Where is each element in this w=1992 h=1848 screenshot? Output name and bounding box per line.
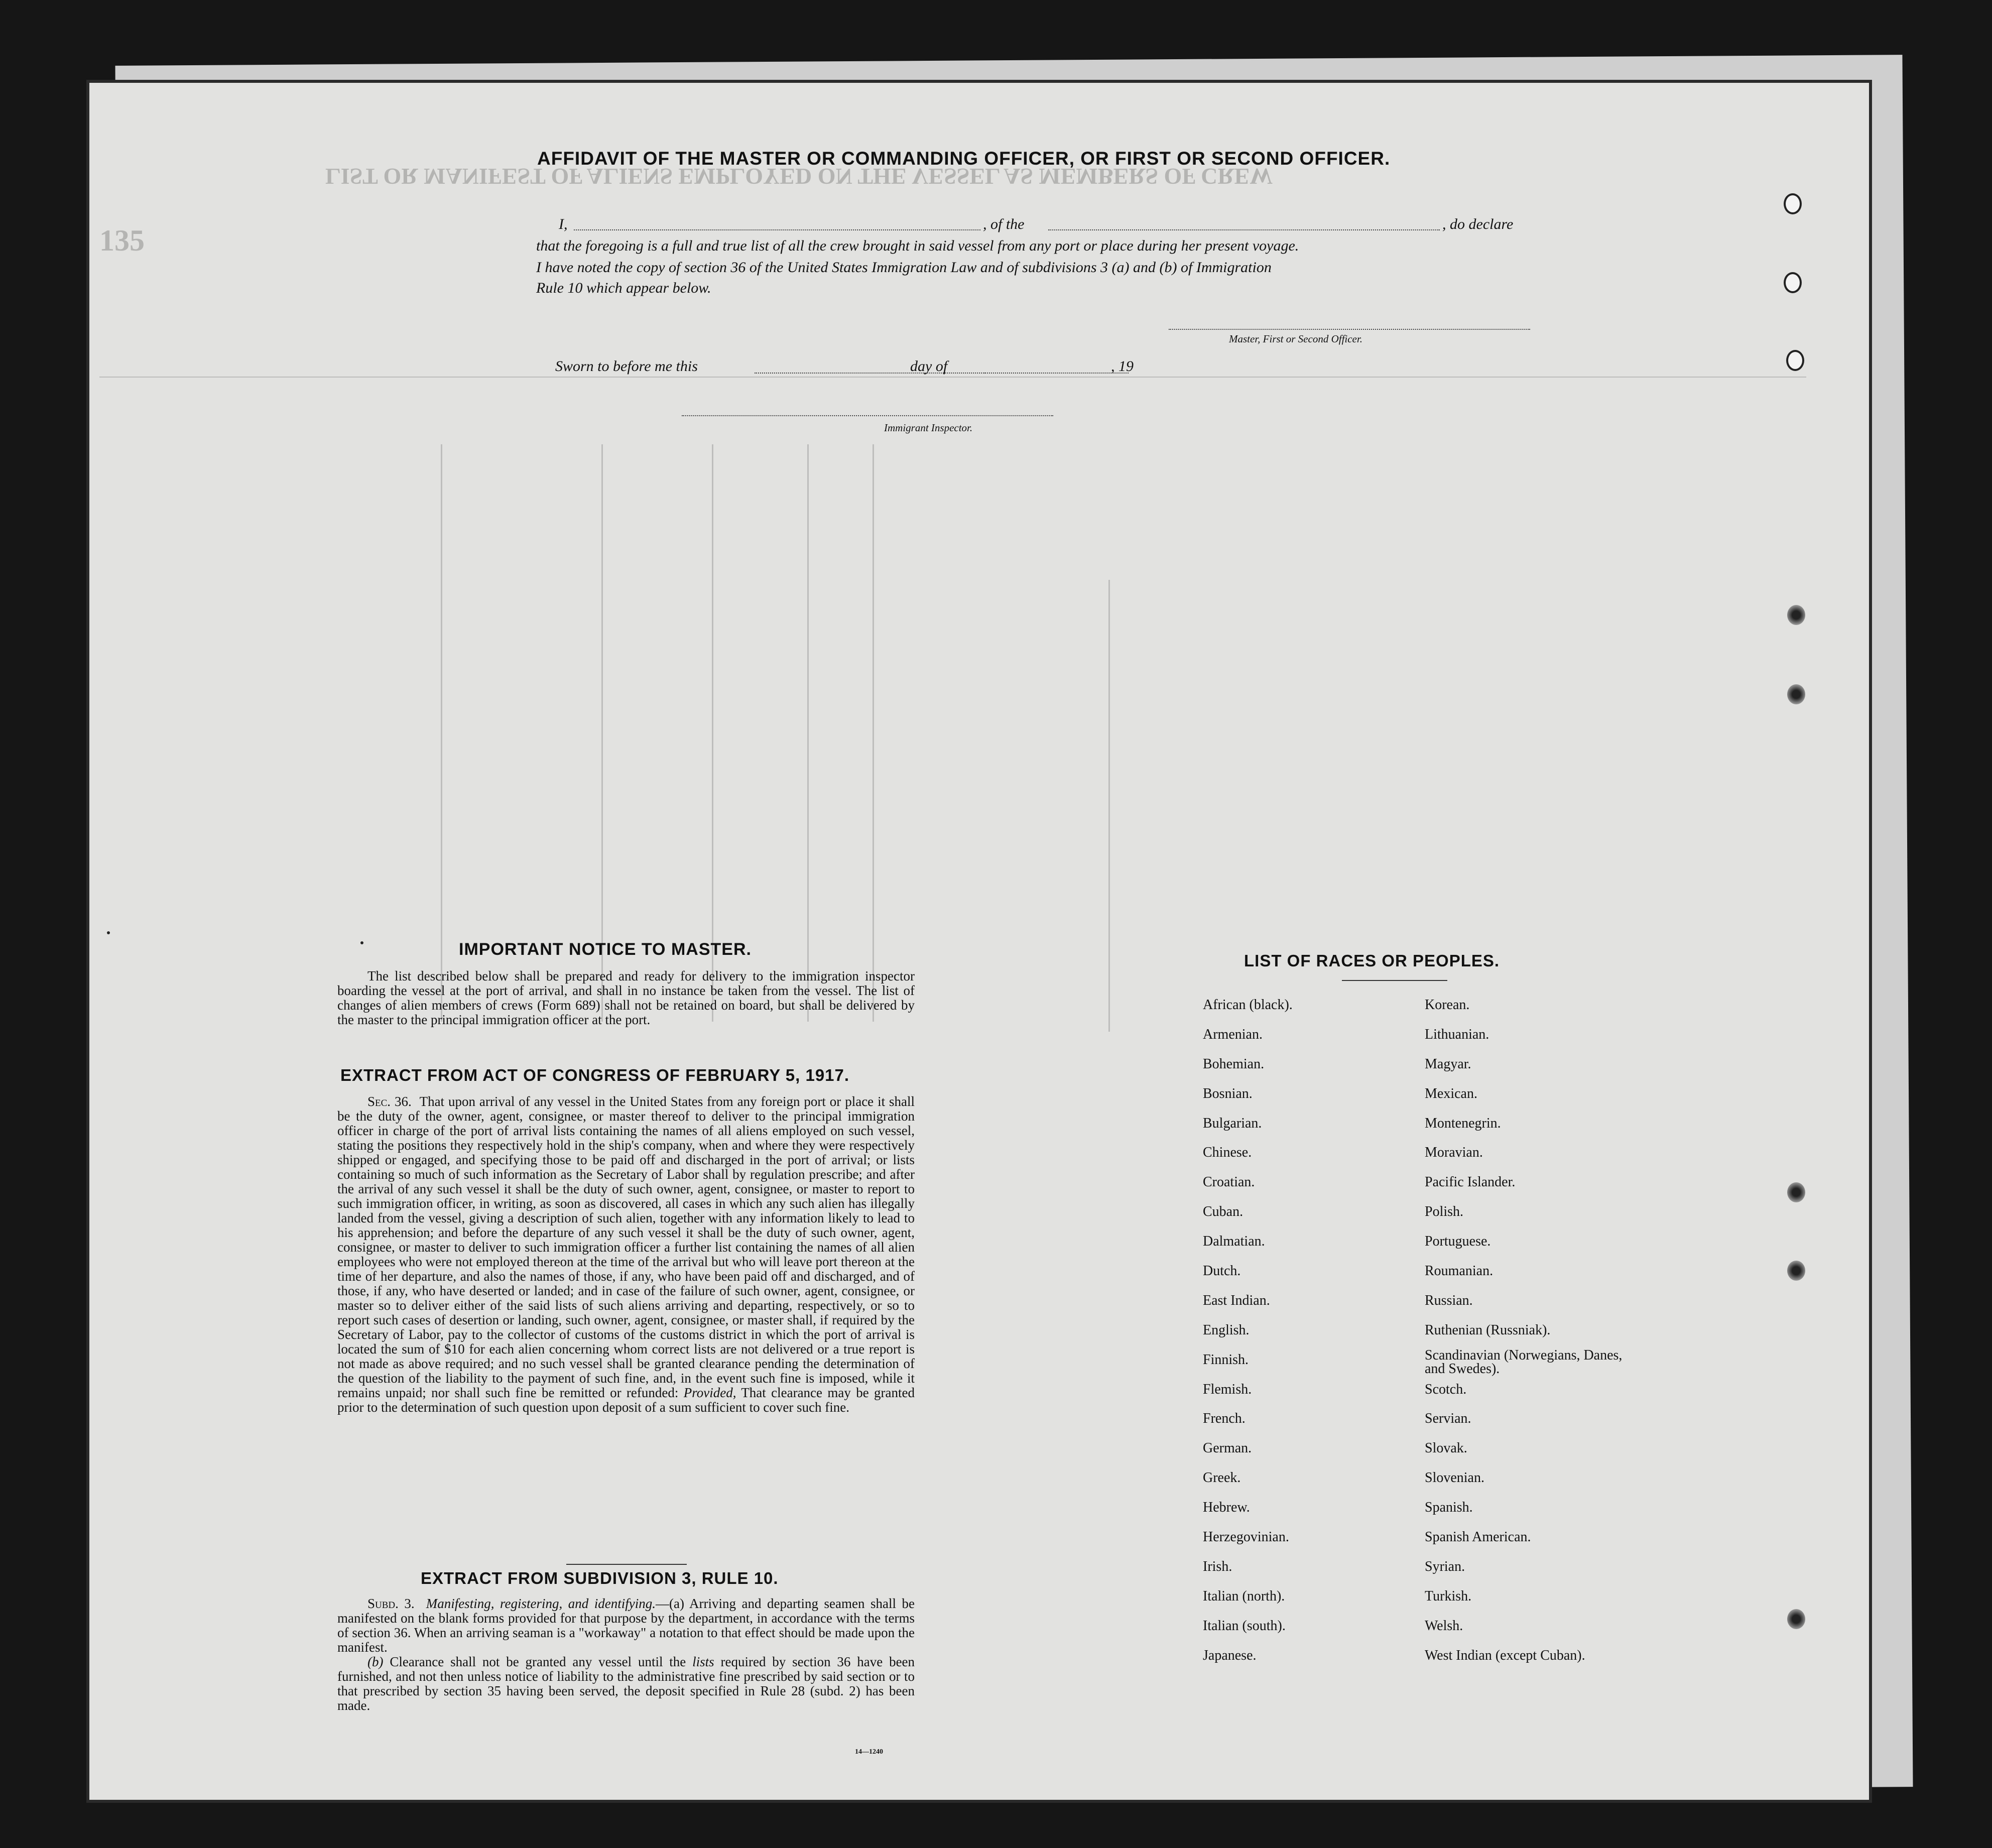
rule-text [337,1596,915,1713]
race-item: African (black). [1203,997,1293,1013]
race-item: Welsh. [1425,1618,1463,1634]
day-of-label: day of [910,358,948,375]
race-item: Finnish. [1203,1351,1249,1368]
grommet [1787,684,1805,704]
race-item: Italian (south). [1203,1618,1286,1634]
bleed-through-header: LIST OR MANIFEST OF ALIENS EMPLOYED ON THE VESSEL AS MEMBERS OF CREW [325,164,1273,189]
declaration-i: I, [559,216,568,232]
race-item: Roumanian. [1425,1263,1493,1279]
race-item: French. [1203,1411,1246,1427]
race-item: Lithuanian. [1425,1026,1489,1042]
race-item: Mexican. [1425,1085,1477,1101]
races-right-column [1425,998,1646,1677]
punch-hole [1784,272,1802,293]
race-item: East Indian. [1203,1292,1270,1308]
master-signature-label: Master, First or Second Officer. [1229,333,1362,345]
race-item: Polish. [1425,1204,1464,1220]
sworn-text: Sworn to before me this [555,358,698,375]
form-number: 14—1240 [855,1748,883,1756]
declaration-do-declare: , do declare [1442,216,1514,232]
race-item: Japanese. [1203,1647,1257,1663]
rule-para-a-marker: —(a) [655,1596,684,1611]
race-item: Servian. [1425,1411,1471,1427]
declaration-line-4: Rule 10 which appear below. [536,280,711,296]
bleed-through-page-number: 135 [99,224,145,257]
races-left-column [1203,998,1293,1677]
notice-text: The list described below shall be prepared and ready for delivery to the immigration inspector boarding the vessel at the port of arrival, and shall in no instance be taken from the vessel. The list of changes of alien members of crews (Form 689) shall not be retained on board, but shall be delivered by the master to the principal immigration officer at the port. [337,968,915,1027]
grommet [1787,1261,1805,1281]
race-item: Greek. [1203,1470,1241,1486]
race-item: Portuguese. [1425,1234,1491,1250]
race-item: Armenian. [1203,1026,1263,1042]
inspector-label: Immigrant Inspector. [884,422,973,434]
race-item: Russian. [1425,1292,1473,1308]
race-item: Bulgarian. [1203,1115,1262,1131]
rule-subd-title: Manifesting, registering, and identifying. [426,1596,656,1611]
race-item: English. [1203,1322,1250,1338]
race-item: Slovak. [1425,1440,1467,1456]
race-item: Scotch. [1425,1381,1467,1397]
race-item: Montenegrin. [1425,1115,1501,1131]
declaration-of-the: , of the [983,216,1025,232]
rule-para-b-lists: lists [692,1654,714,1669]
act-section-label: Sec. 36. [367,1094,412,1109]
race-item: Irish. [1203,1558,1232,1574]
act-heading: EXTRACT FROM ACT OF CONGRESS OF FEBRUARY 5, 1917. [340,1066,850,1084]
races-heading: LIST OF RACES OR PEOPLES. [1244,951,1500,970]
act-text [337,1094,915,1415]
race-item: Dutch. [1203,1263,1241,1279]
rule-para-a: Arriving and departing seamen shall be manifested on the blank forms provided for that purpose by the department, in accordance with the terms of section 36. When an arriving seaman is a "workaway" a notation to that effect should be made upon the manifest. [337,1596,915,1655]
year-prefix: , 19 [1111,358,1134,375]
rule-subd-label: Subd. 3. [367,1596,415,1611]
race-item: Scandinavian (Norwegians, Danes, and Swedes). [1425,1347,1623,1377]
grommet [1787,1182,1805,1202]
rule-heading: EXTRACT FROM SUBDIVISION 3, RULE 10. [421,1569,779,1587]
race-item: Ruthenian (Russniak). [1425,1322,1551,1338]
act-provided-word: Provided, [683,1385,736,1400]
race-item: Spanish. [1425,1500,1473,1516]
race-item: West Indian (except Cuban). [1425,1647,1585,1663]
rule-para-b-1: Clearance shall not be granted any vessel until the [390,1654,686,1669]
race-item: Hebrew. [1203,1500,1250,1516]
notice-heading: IMPORTANT NOTICE TO MASTER. [459,940,752,959]
race-item: Korean. [1425,997,1470,1013]
race-item: Magyar. [1425,1056,1471,1072]
race-item: Slovenian. [1425,1470,1484,1486]
document-page [89,83,1869,1800]
punch-hole [1786,350,1804,371]
race-item: Herzegovinian. [1203,1529,1289,1545]
grommet [1787,1609,1805,1629]
race-item: Pacific Islander. [1425,1174,1516,1190]
race-item: Croatian. [1203,1174,1255,1190]
race-item: Turkish. [1425,1588,1472,1604]
act-body-after: That clearance may be granted prior to the determination of such question upon deposit of a sum sufficient to cover such fine. [337,1385,915,1415]
declaration-line-3: I have noted the copy of section 36 of the United States Immigration Law and of subdivisions 3 (a) and (b) of Immigration [536,259,1272,276]
race-item: German. [1203,1440,1252,1456]
punch-hole [1784,193,1802,214]
race-item: Cuban. [1203,1204,1243,1220]
race-item: Chinese. [1203,1145,1252,1161]
affidavit-title: AFFIDAVIT OF THE MASTER OR COMMANDING OFFICER, OR FIRST OR SECOND OFFICER. [537,148,1391,169]
race-item: Dalmatian. [1203,1234,1265,1250]
grommet [1787,605,1805,625]
race-item: Syrian. [1425,1558,1465,1574]
rule-para-b-2: required by section 36 have been furnished, and not then unless notice of liability to the administrative fine prescribed by said section or to that prescribed by section 35 having been served, the deposit specified in Rule 28 (subd. 2) has been made. [337,1654,915,1713]
rule-para-b-marker: (b) [367,1654,384,1669]
race-item: Flemish. [1203,1381,1252,1397]
race-item: Bosnian. [1203,1085,1253,1101]
act-body: That upon arrival of any vessel in the United States from any foreign port or place it shall be the duty of the owner, agent, consignee, or master thereof to deliver to the principal immigration officer in charge of the port of arrival lists containing the names of all aliens employed on such vessel, stating the positions they respectively hold in the ship's company, when and where they were respectively shipped or engaged, and specifying those to be paid off and discharged in the port of arrival; or lists containing so much of such information as the Secretary of Labor shall by regulation prescribe; and after the arrival of any such vessel it shall be the duty of such owner, agent, consignee, or master to report to such immigration officer, in writing, as soon as discovered, all cases in which any such alien has illegally landed from the vessel, giving a description of such alien, together with any information likely to lead to his apprehension; and before the departure of any such vessel it shall be the duty of such owner, agent, consignee, or master to deliver to such immigration officer a further list containing the names of all alien employees who were not employed thereon at the time of the arrival but who will leave port thereon at the time of her departure, and also the names of those, if any, who have been paid off and discharged, and of those, if any, who have deserted or landed; and in case of the failure of such owner, agent, consignee, or master so to deliver either of the said lists of such aliens arriving and departing, respectively, or so to report such cases of desertion or landing, such owner, agent, consignee, or master shall, if required by the Secretary of Labor, pay to the collector of customs of the customs district in which the port of arrival is located the sum of $10 for each alien concerning whom correct lists are not delivered or a true report is not made as above required; and no such vessel shall be granted clearance pending the determination of the question of the liability to the payment of such fine, and, in the event such fine is imposed, while it remains unpaid; nor shall such fine be remitted or refunded: [337,1094,915,1400]
race-item: Spanish American. [1425,1529,1531,1545]
declaration-line-2: that the foregoing is a full and true list of all the crew brought in said vessel from any port or place during her present voyage. [536,237,1299,254]
race-item: Moravian. [1425,1145,1483,1161]
race-item: Italian (north). [1203,1588,1285,1604]
race-item: Bohemian. [1203,1056,1265,1072]
